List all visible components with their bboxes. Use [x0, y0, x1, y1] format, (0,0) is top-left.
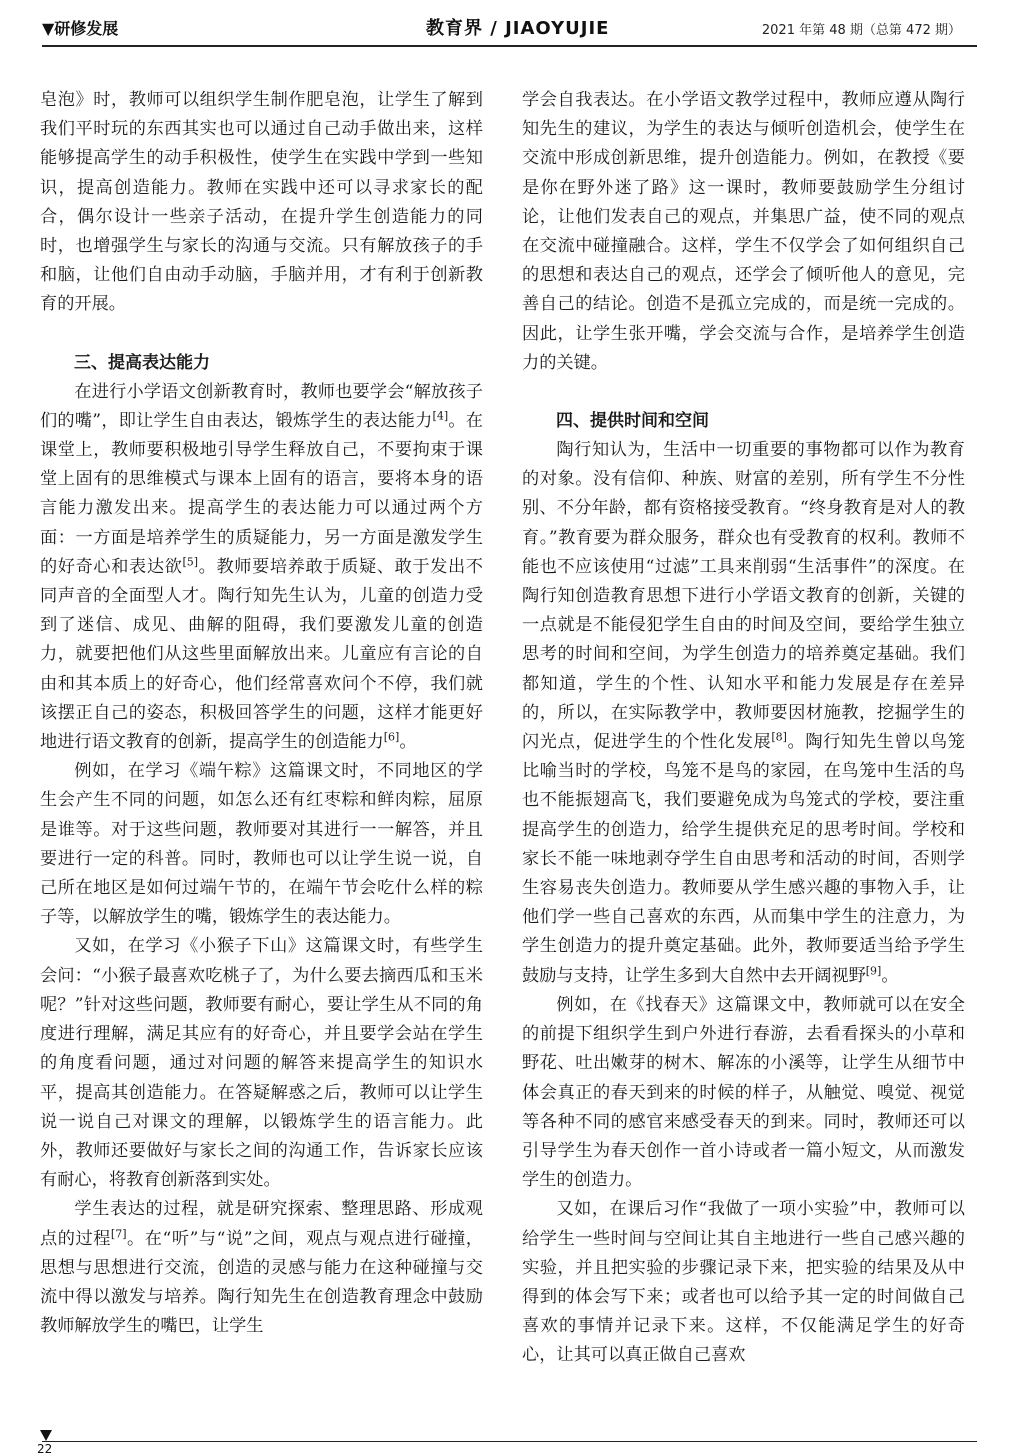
paragraph: 皂泡》时，教师可以组织学生制作肥皂泡，让学生了解到我们平时玩的东西其实也可以通过自己动手做出来，这样能够提高学生的动手积极性，使学生在实践中学到一些知识，提高创造能力。教师在实践中还可以寻求家长的配合，偶尔设计一些亲子活动，在提升学生创造能力的同时，也增强学生与家长的沟通与交流。只有解放孩子的手和脑，让他们自由动手动脑，手脑并用，才有利于创新教育的开展。	[40, 90, 483, 315]
citation-ref: [8]	[771, 730, 787, 744]
text-run: 陶行知认为，生活中一切重要的事物都可以作为教育的对象。没有信仰、种族、财富的差别，所有学生不分性别、不分年龄，都有资格接受教育。“终身教育是对人的教育。”教育要为群众服务，群众也有受教育的权利。教师不能也不应该使用“过滤”工具来削弱“生活事件”的深度。在陶行知创造教育思想下进行小学语文教育的创新，关键的一点就是不能侵犯学生自由的时间及空间，要给学生独立思考的时间和空间，为学生创造力的培养奠定基础。我们都知道，学生的个性、认知水平和能力发展是存在差异的，所以，在实际教学中，教师要因材施教，挖掘学生的闪光点，促进学生的个性化发展	[522, 440, 965, 753]
citation-ref: [5]	[182, 555, 199, 569]
text-run: 学生表达的过程，就是研究探索、整理思路、形成观点的过程	[40, 1199, 483, 1249]
section-heading-4: 四、提供时间和空间	[556, 411, 709, 432]
paragraph	[40, 378, 483, 758]
text-run: 在进行小学语文创新教育时，教师也要学会“解放孩子们的嘴”，即让学生自由表达，锻炼学生的表达能力	[40, 381, 483, 431]
text-run: 。在“听”与“说”之间，观点与观点进行碰撞，思想与思想进行交流，创造的灵感与能力在这种碰撞与交流中得以激发与培养。陶行知先生在创造教育理念中鼓励教师解放学生的嘴巴，让学生	[40, 1228, 483, 1337]
issue-info: 2021 年第 48 期（总第 472 期）	[761, 23, 961, 38]
text-run: 。教师要培养敢于质疑、敢于发出不同声音的全面型人才。陶行知先生认为，儿童的创造力受到了迷信、成见、曲解的阻碍，我们要激发儿童的创造力，就要把他们从这些里面解放出来。儿童应有言论的自由和其本质上的好奇心，他们经常喜欢问个不停，我们就该摆正自己的姿态，积极回答学生的问题，这样才能更好地进行语文教育的创新，提高学生的创造能力	[40, 556, 483, 753]
paragraph	[40, 1195, 483, 1341]
citation-ref: [7]	[110, 1226, 127, 1240]
text-run: 。陶行知先生曾以鸟笼比喻当时的学校，鸟笼不是鸟的家园，在鸟笼中生活的鸟也不能振翅高飞，我们要避免成为鸟笼式的学校，要注重提高学生的创造力，给学生提供充足的思考时间。学校和家长不能一味地剥夺学生自由思考和活动的时间，否则学生容易丧失创造力。教师要从学生感兴趣的事物入手，让他们学一些自己喜欢的东西，从而集中学生的注意力，为学生创造力的提升奠定基础。此外，教师要适当给予学生鼓励与支持，让学生多到大自然中去开阔视野	[522, 732, 965, 986]
text-run: 。	[399, 732, 417, 753]
citation-ref: [9]	[865, 963, 882, 977]
section-heading-3: 三、提高表达能力	[74, 352, 210, 373]
footer-rule	[42, 1441, 977, 1442]
header-rule	[42, 45, 977, 47]
paragraph: 学会自我表达。在小学语文教学过程中，教师应遵从陶行知先生的建议，为学生的表达与倾听创造机会，使学生在交流中形成创新思维，提升创造能力。例如，在教授《要是你在野外迷了路》这一课时，教师要鼓励学生分组讨论，让他们发表自己的观点，并集思广益，使不同的观点在交流中碰撞融合。这样，学生不仅学会了如何组织自己的思想和表达自己的观点，还学会了倾听他人的意见，完善自己的结论。创造不是孤立完成的，而是统一完成的。因此，让学生张开嘴，学会交流与合作，是培养学生创造力的关键。	[522, 90, 965, 373]
citation-ref: [4]	[432, 409, 449, 423]
journal-brand: 教育界 / JIAOYUJIE	[426, 18, 610, 39]
page-header	[0, 0, 1019, 46]
left-column	[40, 86, 483, 1341]
paragraph: 例如，在《找春天》这篇课文中，教师就可以在安全的前提下组织学生到户外进行春游，去看看探头的小草和野花、吐出嫩芽的树木、解冻的小溪等，让学生从细节中体会真正的春天到来的时候的样子，从触觉、嗅觉、视觉等各种不同的感官来感受春天的到来。同时，教师还可以引导学生为春天创作一首小诗或者一篇小短文，从而激发学生的创造力。	[522, 994, 965, 1191]
footer-triangle-icon	[40, 1430, 52, 1441]
paragraph: 例如，在学习《端午粽》这篇课文时，不同地区的学生会产生不同的问题，如怎么还有红枣粽和鲜肉粽，屈原是谁等。对于这些问题，教师要对其进行一一解答，并且要进行一定的科普。同时，教师也可以让学生说一说，自己所在地区是如何过端午节的，在端午节会吃什么样的粽子等，以解放学生的嘴，锻炼学生的表达能力。	[40, 761, 483, 928]
page-number: 22	[37, 1442, 53, 1456]
paragraph: 又如，在学习《小猴子下山》这篇课文时，有些学生会问：“小猴子最喜欢吃桃子了，为什么要去摘西瓜和玉米呢？”针对这些问题，教师要有耐心，要让学生从不同的角度进行理解，满足其应有的好奇心，并且要学会站在学生的角度看问题，通过对问题的解答来提高学生的知识水平，提高其创造能力。在答疑解惑之后，教师可以让学生说一说自己对课文的理解，以锻炼学生的语言能力。此外，教师还要做好与家长之间的沟通工作，告诉家长应该有耐心，将教育创新落到实处。	[40, 936, 483, 1191]
citation-ref: [6]	[383, 730, 400, 744]
paragraph: 又如，在课后习作“我做了一项小实验”中，教师可以给学生一些时间与空间让其自主地进行一些自己感兴趣的实验，并且把实验的步骤记录下来，把实验的结果及从中得到的体会写下来；或者也可以给予其一定的时间做自己喜欢的事情并记录下来。这样，不仅能满足学生的好奇心，让其可以真正做自己喜欢	[522, 1199, 965, 1366]
section-label: ▼研修发展	[42, 19, 119, 38]
right-column	[522, 86, 965, 1371]
text-run: 。	[881, 965, 899, 986]
text-run: 。在课堂上，教师要积极地引导学生释放自己，不要拘束于课堂上固有的思维模式与课本上固有的语言，要将本身的语言能力激发出来。提高学生的表达能力可以通过两个方面：一方面是培养学生的质疑能力，另一方面是激发学生的好奇心和表达欲	[40, 410, 483, 577]
paragraph	[522, 436, 965, 991]
